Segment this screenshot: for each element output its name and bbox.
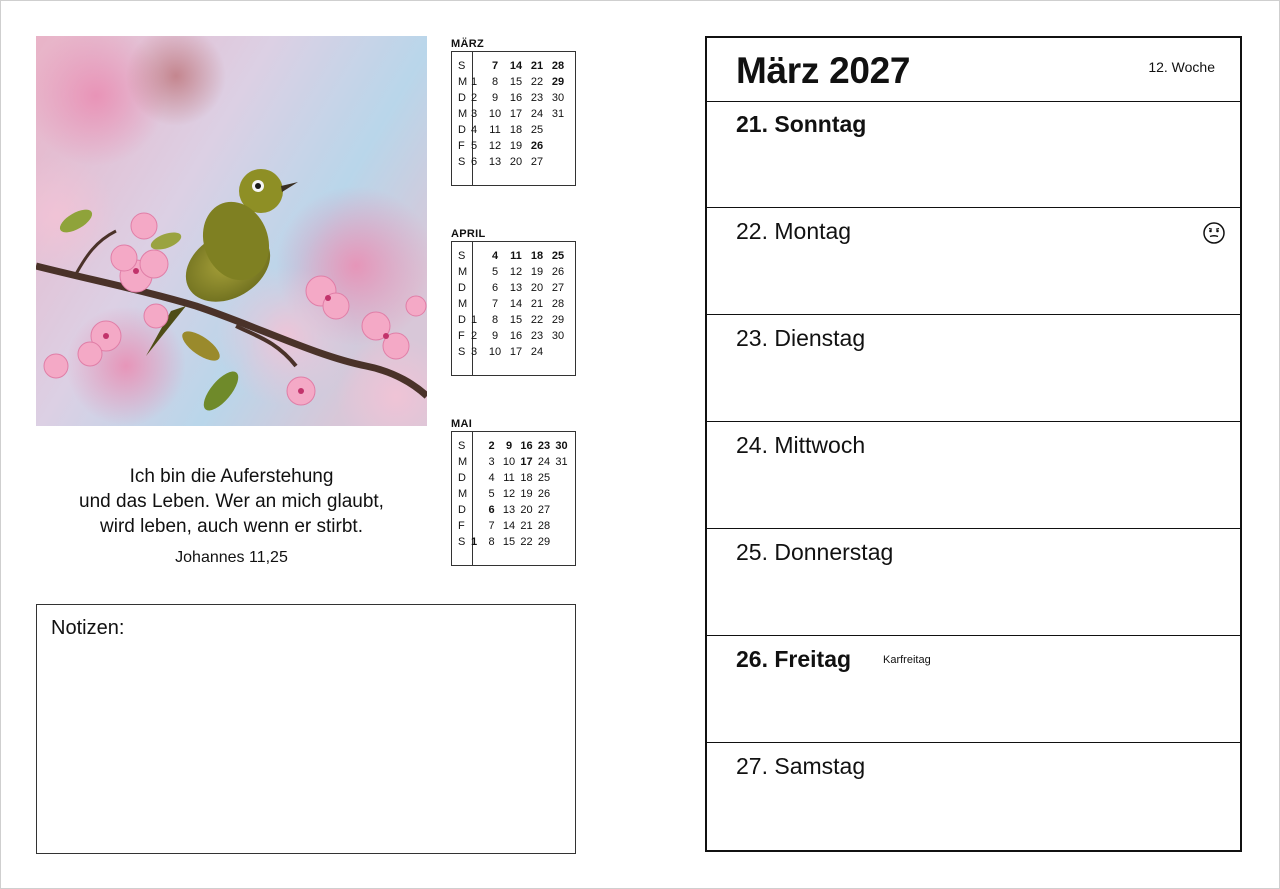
date-cell: 8 xyxy=(491,314,499,326)
date-cell: 28 xyxy=(537,520,551,532)
date-cell: 9 xyxy=(491,330,499,342)
date-cell: 31 xyxy=(551,108,565,120)
day-label: 26. Freitag xyxy=(736,646,852,672)
weekday-letter: S xyxy=(458,536,466,548)
weekday-letter: D xyxy=(458,124,466,136)
date-cell: 3 xyxy=(470,346,478,358)
mini-calendar-row xyxy=(452,502,575,518)
date-cell: 6 xyxy=(491,282,499,294)
mini-calendar-april xyxy=(451,227,576,376)
mini-calendar-title: APRIL xyxy=(451,228,486,240)
mini-calendar-row xyxy=(452,518,575,534)
date-cell: 7 xyxy=(491,60,499,72)
mini-calendar-row xyxy=(452,74,575,90)
date-cell: 17 xyxy=(509,346,523,358)
date-cell: 28 xyxy=(551,60,565,72)
date-cell: 10 xyxy=(502,456,516,468)
date-cell: 2 xyxy=(470,92,478,104)
mini-calendar-row xyxy=(452,344,575,360)
mini-calendar-title: MÄRZ xyxy=(451,38,484,50)
date-cell: 18 xyxy=(509,124,523,136)
mini-calendar-row xyxy=(452,454,575,470)
date-cell: 2 xyxy=(488,440,495,452)
month-title: März 2027 xyxy=(736,50,911,91)
quote-line: und das Leben. Wer an mich glaubt, xyxy=(79,491,384,512)
date-cell: 11 xyxy=(510,250,522,262)
date-cell: 29 xyxy=(537,536,551,548)
date-cell: 14 xyxy=(509,298,523,310)
date-cell: 7 xyxy=(491,298,499,310)
date-cell: 29 xyxy=(551,314,565,326)
notes-label: Notizen: xyxy=(51,617,125,639)
day-row[interactable] xyxy=(707,529,1240,636)
day-row[interactable] xyxy=(707,636,1240,743)
day-row[interactable] xyxy=(707,315,1240,422)
week-number: 12. Woche xyxy=(1148,59,1215,75)
date-cell: 13 xyxy=(509,282,523,294)
weekday-letter: M xyxy=(458,108,468,120)
notes-box[interactable] xyxy=(36,604,576,854)
date-cell: 31 xyxy=(555,456,568,468)
weekday-letter: S xyxy=(458,440,466,452)
date-cell: 20 xyxy=(530,282,544,294)
date-cell: 26 xyxy=(530,140,544,152)
date-cell: 16 xyxy=(509,330,523,342)
date-cell: 23 xyxy=(530,330,544,342)
weekday-letter: M xyxy=(458,76,468,88)
mini-calendar-grid xyxy=(451,241,576,376)
date-cell: 17 xyxy=(509,108,523,120)
date-cell: 24 xyxy=(530,108,544,120)
date-cell: 10 xyxy=(488,108,502,120)
mini-calendar-mai xyxy=(451,417,576,566)
week-planner xyxy=(705,36,1242,852)
date-cell: 22 xyxy=(530,76,544,88)
date-cell: 18 xyxy=(530,250,544,262)
smiley-icon xyxy=(1202,221,1226,245)
date-cell: 25 xyxy=(537,472,551,484)
date-cell: 26 xyxy=(537,488,551,500)
date-cell: 20 xyxy=(520,504,533,516)
weekday-letter: M xyxy=(458,298,468,310)
weekday-letter: D xyxy=(458,282,466,294)
date-cell: 9 xyxy=(491,92,499,104)
mini-calendar-row xyxy=(452,264,575,280)
date-cell: 15 xyxy=(509,76,523,88)
date-cell: 8 xyxy=(491,76,499,88)
date-cell: 3 xyxy=(488,456,495,468)
date-cell: 16 xyxy=(520,440,533,452)
date-cell: 15 xyxy=(509,314,523,326)
mini-calendar-row xyxy=(452,138,575,154)
date-cell: 27 xyxy=(551,282,565,294)
weekday-letter: D xyxy=(458,314,466,326)
date-cell: 30 xyxy=(551,330,565,342)
date-cell: 24 xyxy=(530,346,544,358)
day-label: 21. Sonntag xyxy=(736,111,867,137)
date-cell: 21 xyxy=(530,60,544,72)
day-label: 23. Dienstag xyxy=(736,325,866,351)
holiday-label: Karfreitag xyxy=(883,654,931,666)
mini-calendar-row xyxy=(452,248,575,264)
date-cell: 21 xyxy=(530,298,544,310)
date-cell: 22 xyxy=(520,536,533,548)
mini-calendar-title: MAI xyxy=(451,418,473,430)
week-header xyxy=(707,38,1240,102)
quote-line: wird leben, auch wenn er stirbt. xyxy=(100,516,363,537)
date-cell: 13 xyxy=(502,504,516,516)
date-cell: 11 xyxy=(489,124,501,136)
date-cell: 3 xyxy=(470,108,478,120)
day-label: 24. Mittwoch xyxy=(736,432,866,458)
date-cell: 24 xyxy=(537,456,551,468)
date-cell: 28 xyxy=(551,298,565,310)
mini-calendar-row xyxy=(452,106,575,122)
weekday-letter: F xyxy=(458,140,465,152)
date-cell: 5 xyxy=(488,488,495,500)
date-cell: 12 xyxy=(502,488,516,500)
mini-calendar-row xyxy=(452,470,575,486)
weekday-letter: D xyxy=(458,504,466,516)
mini-calendar-row xyxy=(452,486,575,502)
mini-calendar-row xyxy=(452,534,575,550)
mini-calendar-row xyxy=(452,90,575,106)
mini-calendar-row xyxy=(452,328,575,344)
weekday-letter: S xyxy=(458,156,466,168)
date-cell: 11 xyxy=(503,472,515,484)
day-row[interactable] xyxy=(707,208,1240,315)
mini-calendar-row xyxy=(452,58,575,74)
weekday-letter: S xyxy=(458,60,466,72)
date-cell: 6 xyxy=(470,156,478,168)
mini-calendar-row xyxy=(452,312,575,328)
bird-blossom-photo xyxy=(36,36,427,426)
mini-calendar-row xyxy=(452,296,575,312)
day-row[interactable] xyxy=(707,101,1240,208)
mini-calendar-maerz xyxy=(451,37,576,186)
date-cell: 1 xyxy=(470,536,478,548)
date-cell: 6 xyxy=(488,504,495,516)
mini-calendar-grid xyxy=(451,51,576,186)
day-row[interactable] xyxy=(707,422,1240,529)
date-cell: 16 xyxy=(509,92,523,104)
weekday-letter: M xyxy=(458,266,468,278)
date-cell: 4 xyxy=(491,250,499,262)
date-cell: 18 xyxy=(520,472,533,484)
date-cell: 10 xyxy=(488,346,502,358)
weekday-letter: F xyxy=(458,330,465,342)
date-cell: 14 xyxy=(509,60,523,72)
date-cell: 25 xyxy=(530,124,544,136)
date-cell: 4 xyxy=(488,472,495,484)
date-cell: 19 xyxy=(509,140,523,152)
date-cell: 9 xyxy=(505,440,513,452)
date-cell: 19 xyxy=(530,266,544,278)
date-cell: 27 xyxy=(530,156,544,168)
date-cell: 8 xyxy=(488,536,495,548)
date-cell: 12 xyxy=(509,266,523,278)
weekday-letter: S xyxy=(458,250,466,262)
date-cell: 17 xyxy=(520,456,533,468)
date-cell: 2 xyxy=(470,330,478,342)
weekday-letter: D xyxy=(458,92,466,104)
date-cell: 30 xyxy=(551,92,565,104)
weekday-letter: F xyxy=(458,520,465,532)
date-cell: 15 xyxy=(502,536,516,548)
date-cell: 29 xyxy=(551,76,565,88)
date-cell: 13 xyxy=(488,156,502,168)
date-cell: 7 xyxy=(488,520,495,532)
date-cell: 22 xyxy=(530,314,544,326)
day-label: 22. Montag xyxy=(736,218,852,244)
date-cell: 23 xyxy=(537,440,551,452)
mini-calendar-row xyxy=(452,122,575,138)
date-cell: 1 xyxy=(470,76,478,88)
date-cell: 27 xyxy=(537,504,551,516)
date-cell: 1 xyxy=(470,314,478,326)
date-cell: 4 xyxy=(470,124,478,136)
day-label: 27. Samstag xyxy=(736,753,866,779)
mini-calendar-row xyxy=(452,438,575,454)
mini-calendar-row xyxy=(452,154,575,170)
date-cell: 25 xyxy=(551,250,565,262)
date-cell: 5 xyxy=(470,140,478,152)
date-cell: 20 xyxy=(509,156,523,168)
mini-calendar-grid xyxy=(451,431,576,566)
quote-reference: Johannes 11,25 xyxy=(175,549,288,566)
date-cell: 30 xyxy=(555,440,568,452)
date-cell: 21 xyxy=(520,520,533,532)
date-cell: 26 xyxy=(551,266,565,278)
mini-calendar-row xyxy=(452,280,575,296)
date-cell: 19 xyxy=(520,488,533,500)
weekday-letter: D xyxy=(458,472,466,484)
weekday-letter: M xyxy=(458,488,468,500)
weekday-letter: M xyxy=(458,456,468,468)
day-row[interactable] xyxy=(707,743,1240,850)
day-label: 25. Donnerstag xyxy=(736,539,894,565)
quote-line: Ich bin die Auferstehung xyxy=(129,466,334,487)
date-cell: 12 xyxy=(488,140,502,152)
date-cell: 14 xyxy=(502,520,516,532)
weekday-letter: S xyxy=(458,346,466,358)
date-cell: 23 xyxy=(530,92,544,104)
bible-quote xyxy=(36,464,427,567)
date-cell: 5 xyxy=(491,266,499,278)
